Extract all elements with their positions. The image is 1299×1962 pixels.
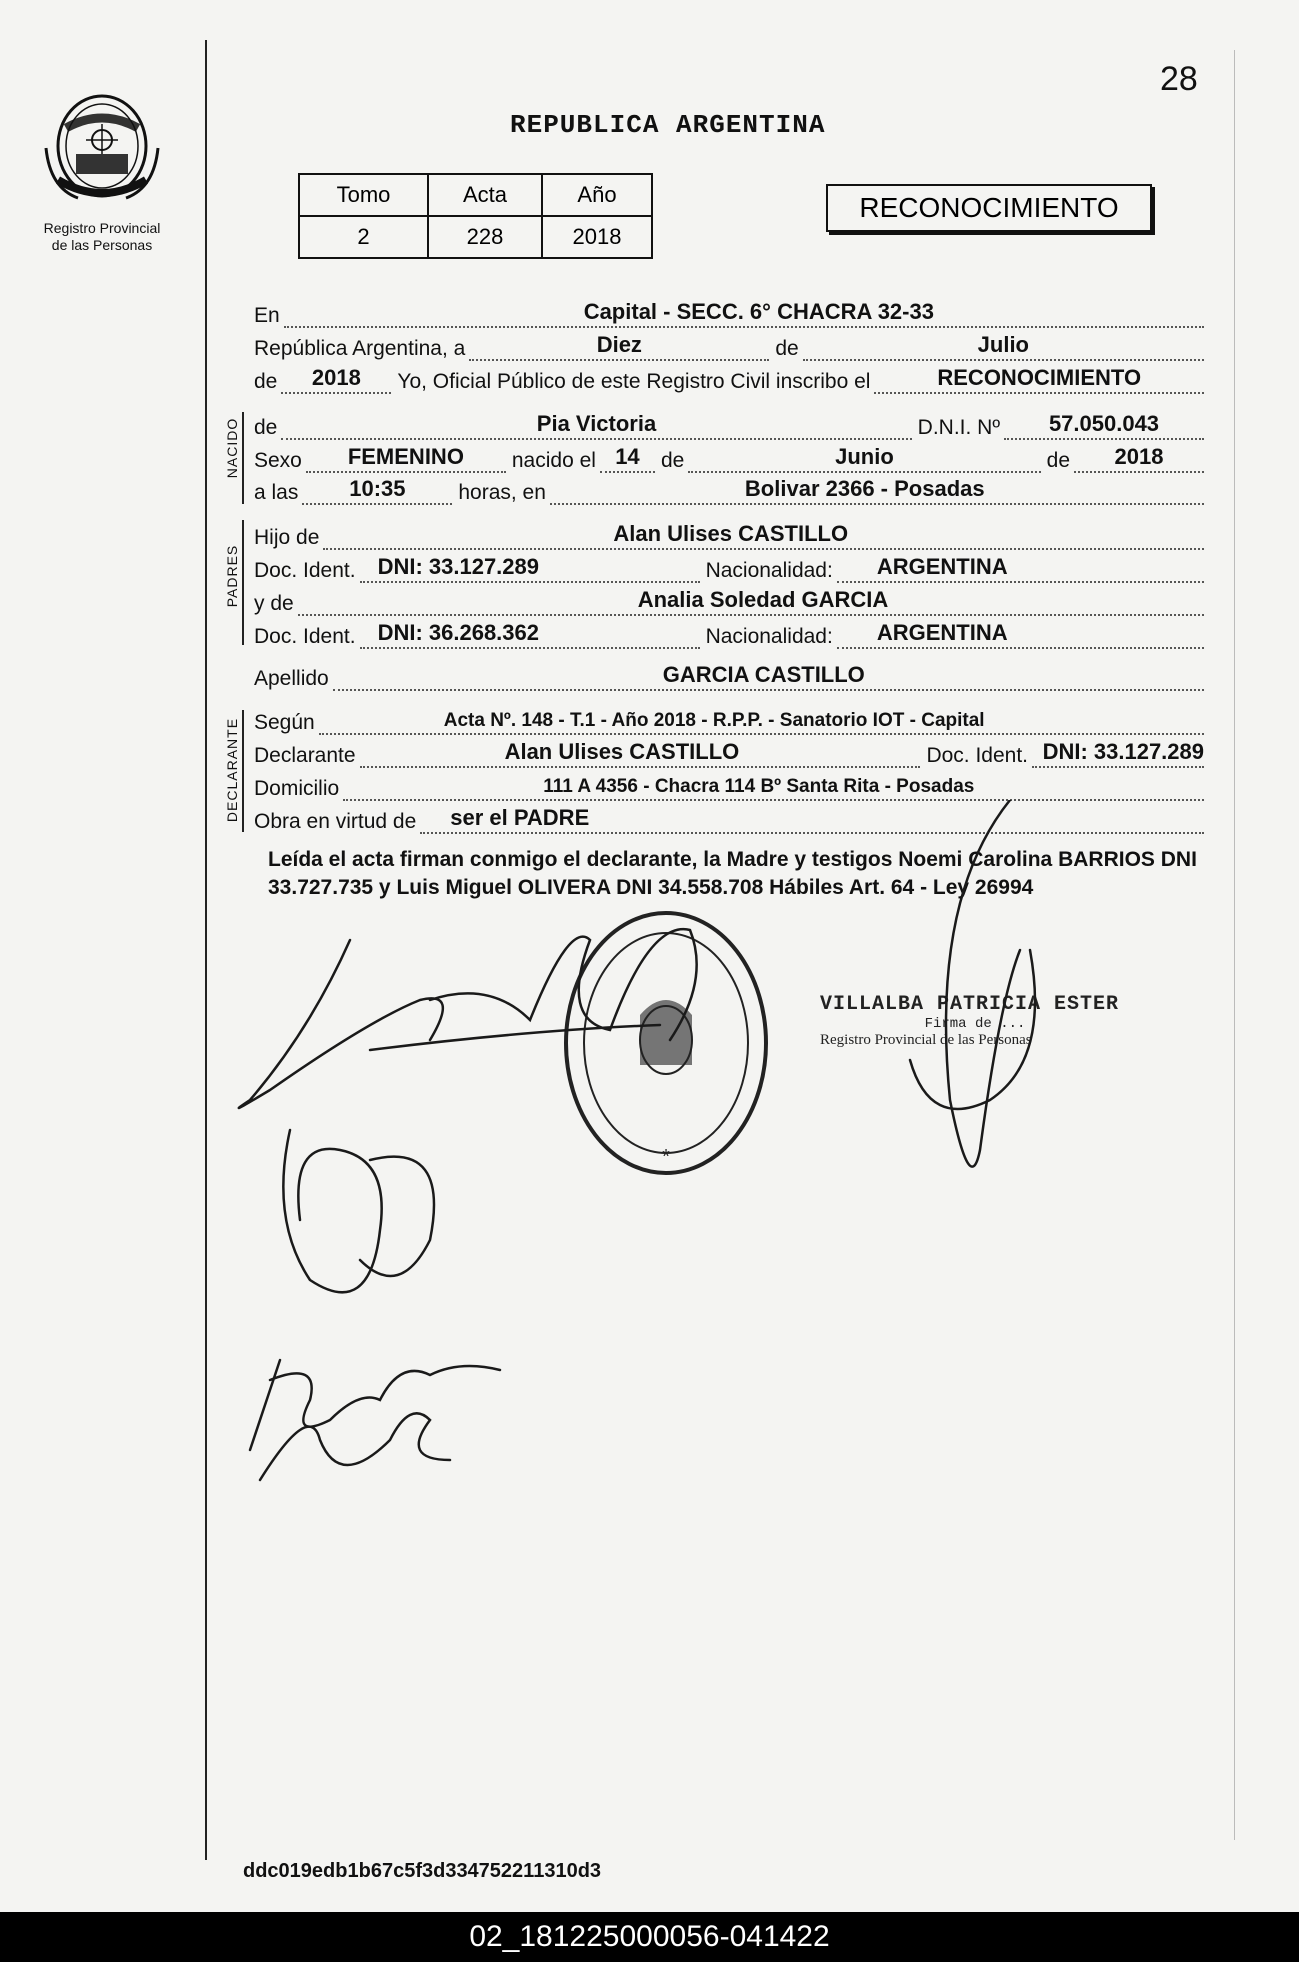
field-apellido [254,663,1204,691]
registry-line2: de las Personas [51,237,153,253]
nacido-label: nacido el [511,449,596,472]
footer-code: 02_181225000056-041422 [469,1920,830,1953]
margin-line [205,40,207,1860]
nac2-value: ARGENTINA [876,620,1008,645]
registry-line1: Registro Provincial [43,220,161,236]
page-number: 28 [1160,60,1198,98]
declarante-value: Alan Ulises CASTILLO [504,739,740,764]
field-fecha [254,333,1204,361]
en-label: En [254,304,280,327]
obra-value: ser el PADRE [450,805,590,830]
volume-value-anio: 2018 [542,216,652,258]
domicilio-value: 111 A 4356 - Chacra 114 Bº Santa Rita - Posadas [543,776,975,797]
apellido-value: GARCIA CASTILLO [662,662,865,687]
official-office: Registro Provincial de las Personas [820,1032,1032,1048]
doc3-label: Doc. Ident. [926,744,1028,767]
nac1-value: ARGENTINA [876,554,1008,579]
right-edge-line [1234,50,1235,1840]
inscribo-value: RECONOCIMIENTO [937,365,1142,390]
nombre-label: de [254,416,278,439]
anio-value: 2018 [311,365,361,390]
republic-title: REPUBLICA ARGENTINA [510,110,826,140]
doc2-label: Doc. Ident. [254,625,356,648]
nac-anio: 2018 [1114,444,1164,469]
volume-value-acta: 228 [428,216,542,258]
field-inscripcion [254,366,1204,394]
field-hora [254,477,1204,505]
republica-label: República Argentina, a [254,337,466,360]
official-role: Firma de ... [924,1016,1026,1032]
nac2-label: Nacionalidad: [705,625,833,648]
lugar-value: Bolivar 2366 - Posadas [744,476,985,501]
nac-dia: 14 [615,444,640,469]
nac-anio-label: de [1046,449,1070,472]
side-label-nacido: NACIDO [224,417,240,479]
anio-label: de [254,370,278,393]
doc1-value: DNI: 33.127.289 [377,554,539,579]
sexo-label: Sexo [254,449,302,472]
document-hash: ddc019edb1b67c5f3d334752211310d3 [243,1860,602,1882]
field-doc2 [254,621,1204,649]
volume-header-tomo: Tomo [299,174,428,216]
field-doc1 [254,555,1204,583]
hora-label: a las [254,481,299,504]
side-label-padres: PADRES [224,544,240,608]
nacido-bracket [242,412,244,504]
volume-header-anio: Año [542,174,652,216]
nombre-value: Pia Victoria [536,411,657,436]
segun-value: Acta Nº. 148 - T.1 - Año 2018 - R.P.P. - Sanatorio IOT - Capital [443,710,985,731]
nac-mes: Junio [835,444,894,469]
horas-en-label: horas, en [458,481,546,504]
obra-label: Obra en virtud de [254,810,417,833]
dia-value: Diez [596,332,642,357]
svg-text:*: * [662,1146,670,1168]
provincial-seal-logo [38,88,166,210]
field-en [254,300,1204,328]
dni-value: 57.050.043 [1048,411,1160,436]
madre-value: Analia Soledad GARCIA [637,587,889,612]
en-value: Capital - SECC. 6° CHACRA 32-33 [583,299,934,324]
doc3-value: DNI: 33.127.289 [1042,739,1204,764]
field-sexo [254,445,1204,473]
signatures [230,800,1130,1500]
official-name: VILLALBA PATRICIA ESTER [820,993,1120,1016]
nac1-label: Nacionalidad: [705,559,833,582]
yde-label: y de [254,592,294,615]
padres-bracket [242,520,244,645]
doc1-label: Doc. Ident. [254,559,356,582]
nac-de-label: de [660,449,685,472]
segun-label: Según [254,711,315,734]
doc2-value: DNI: 36.268.362 [377,620,539,645]
act-type-box: RECONOCIMIENTO [826,184,1152,232]
hijo-label: Hijo de [254,526,320,549]
field-nombre [254,412,1204,440]
padre-value: Alan Ulises CASTILLO [613,521,849,546]
apellido-label: Apellido [254,667,329,690]
field-madre [254,588,1204,616]
field-declarante [254,740,1204,768]
hora-value: 10:35 [349,476,406,501]
field-hijo [254,522,1204,550]
volume-header-acta: Acta [428,174,542,216]
side-label-declarante: DECLARANTE [224,717,240,823]
sexo-value: FEMENINO [347,444,464,469]
field-segun [254,707,1204,735]
oficial-text: Yo, Oficial Público de este Registro Civil inscribo el [397,370,871,393]
de-label: de [775,337,799,360]
field-domicilio [254,773,1204,801]
closing-text: Leída el acta firman conmigo el declarante, la Madre y testigos Noemi Carolina BARRIOS DNI 33.727.735 y Luis Miguel OLIVERA DNI 34.558.708 Hábiles Art. 64 - Ley 26994 [268,848,1197,899]
volume-value-tomo: 2 [299,216,428,258]
volume-table [298,173,653,259]
footer-bar [0,1912,1299,1962]
declarante-label: Declarante [254,744,356,767]
registry-name [22,220,182,254]
dni-label: D.N.I. Nº [917,416,1000,439]
domicilio-label: Domicilio [254,777,340,800]
mes-value: Julio [977,332,1029,357]
